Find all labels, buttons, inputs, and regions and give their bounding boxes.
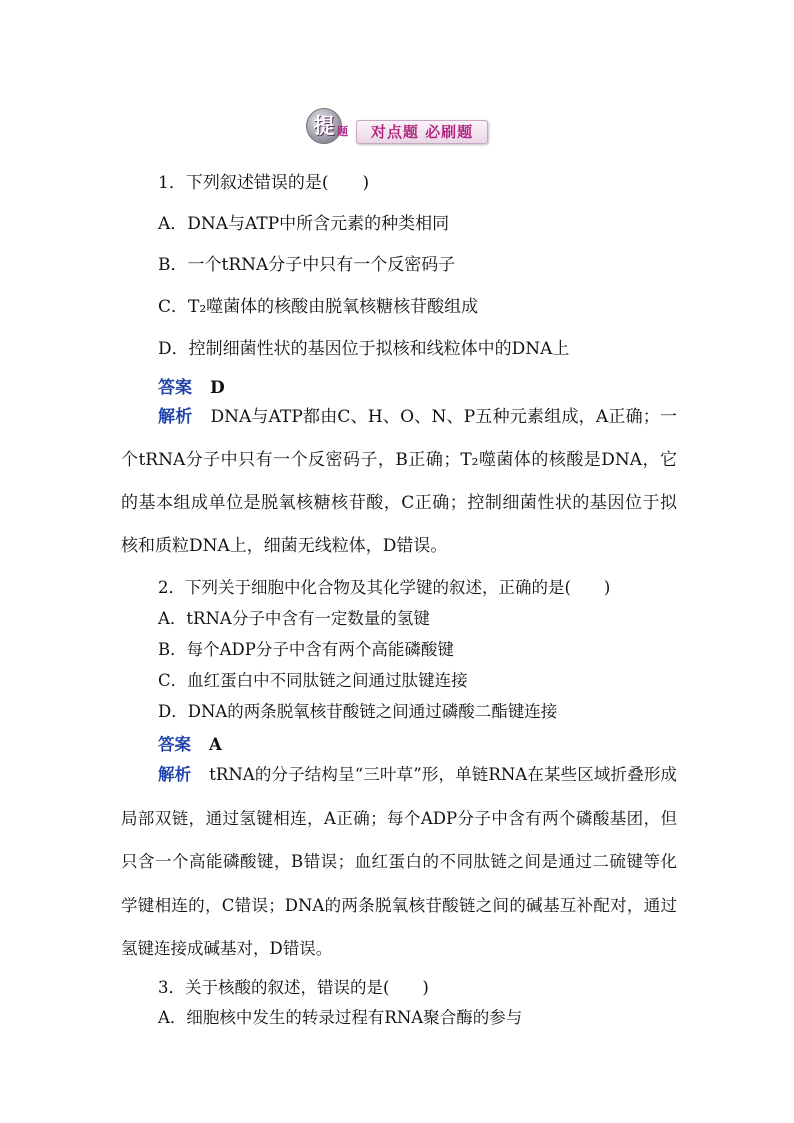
question-3-stem: 3．关于核酸的叙述，错误的是( ): [158, 978, 429, 997]
analysis-label: 解析: [158, 765, 192, 784]
question-2-option-a: A．tRNA分子中含有一定数量的氢键: [158, 609, 430, 628]
question-1-option-a: A．DNA与ATP中所含元素的种类相同: [158, 214, 450, 234]
analysis-text: DNA与ATP都由C、H、O、N、P五种元素组成，A正确；一个tRNA分子中只有一个反密码子，B正确；T₂噬菌体的核酸是DNA，它的基本组成单位是脱氧核糖核苷酸，C正确；控制细菌性状的基因位于拟核和质粒DNA上，细菌无线粒体，D错误。: [121, 407, 678, 556]
question-2-answer: [158, 731, 222, 755]
badge-title: 对点题 必刷题: [370, 123, 474, 141]
question-1-stem: 1．下列叙述错误的是( ): [158, 173, 370, 193]
question-1-option-b: B．一个tRNA分子中只有一个反密码子: [158, 255, 456, 275]
question-1-option-c: C．T₂噬菌体的核酸由脱氧核糖核苷酸组成: [158, 297, 479, 317]
answer-value: A: [209, 735, 222, 754]
analysis-text: tRNA的分子结构呈“三叶草”形，单链RNA在某些区域折叠形成局部双链，通过氢键相连，A正确；每个ADP分子中含有两个磷酸基团，但只含一个高能磷酸键，B错误；血红蛋白的不同肽链之间是通过二硫键等化学键相连的，C错误；DNA的两条脱氧核苷酸链之间的碱基互补配对，通过氢键连接成碱基对，D错误。: [121, 765, 677, 958]
question-2-option-b: B．每个ADP分子中含有两个高能磷酸键: [158, 640, 454, 659]
section-header-badge: [306, 108, 486, 144]
question-3-option-a: A．细胞核中发生的转录过程有RNA聚合酶的参与: [158, 1008, 523, 1027]
analysis-label: 解析: [158, 407, 193, 427]
answer-label: 答案: [158, 735, 191, 754]
question-2-option-c: C．血红蛋白中不同肽链之间通过肽键连接: [158, 671, 468, 690]
question-1-analysis: [121, 396, 677, 568]
badge-icon-subtext: 题: [337, 125, 348, 138]
question-2-analysis: [121, 753, 677, 971]
question-2-option-d: D．DNA的两条脱氧核苷酸链之间通过磷酸二酯键连接: [158, 702, 558, 721]
question-1-option-d: D．控制细菌性状的基因位于拟核和线粒体中的DNA上: [158, 339, 570, 359]
question-1-answer: [158, 373, 225, 398]
answer-value: D: [210, 378, 225, 398]
badge-title-bar: [356, 120, 488, 144]
question-2-stem: 2．下列关于细胞中化合物及其化学键的叙述，正确的是( ): [158, 578, 611, 597]
answer-label: 答案: [158, 378, 192, 398]
badge-icon: 提: [306, 108, 342, 144]
